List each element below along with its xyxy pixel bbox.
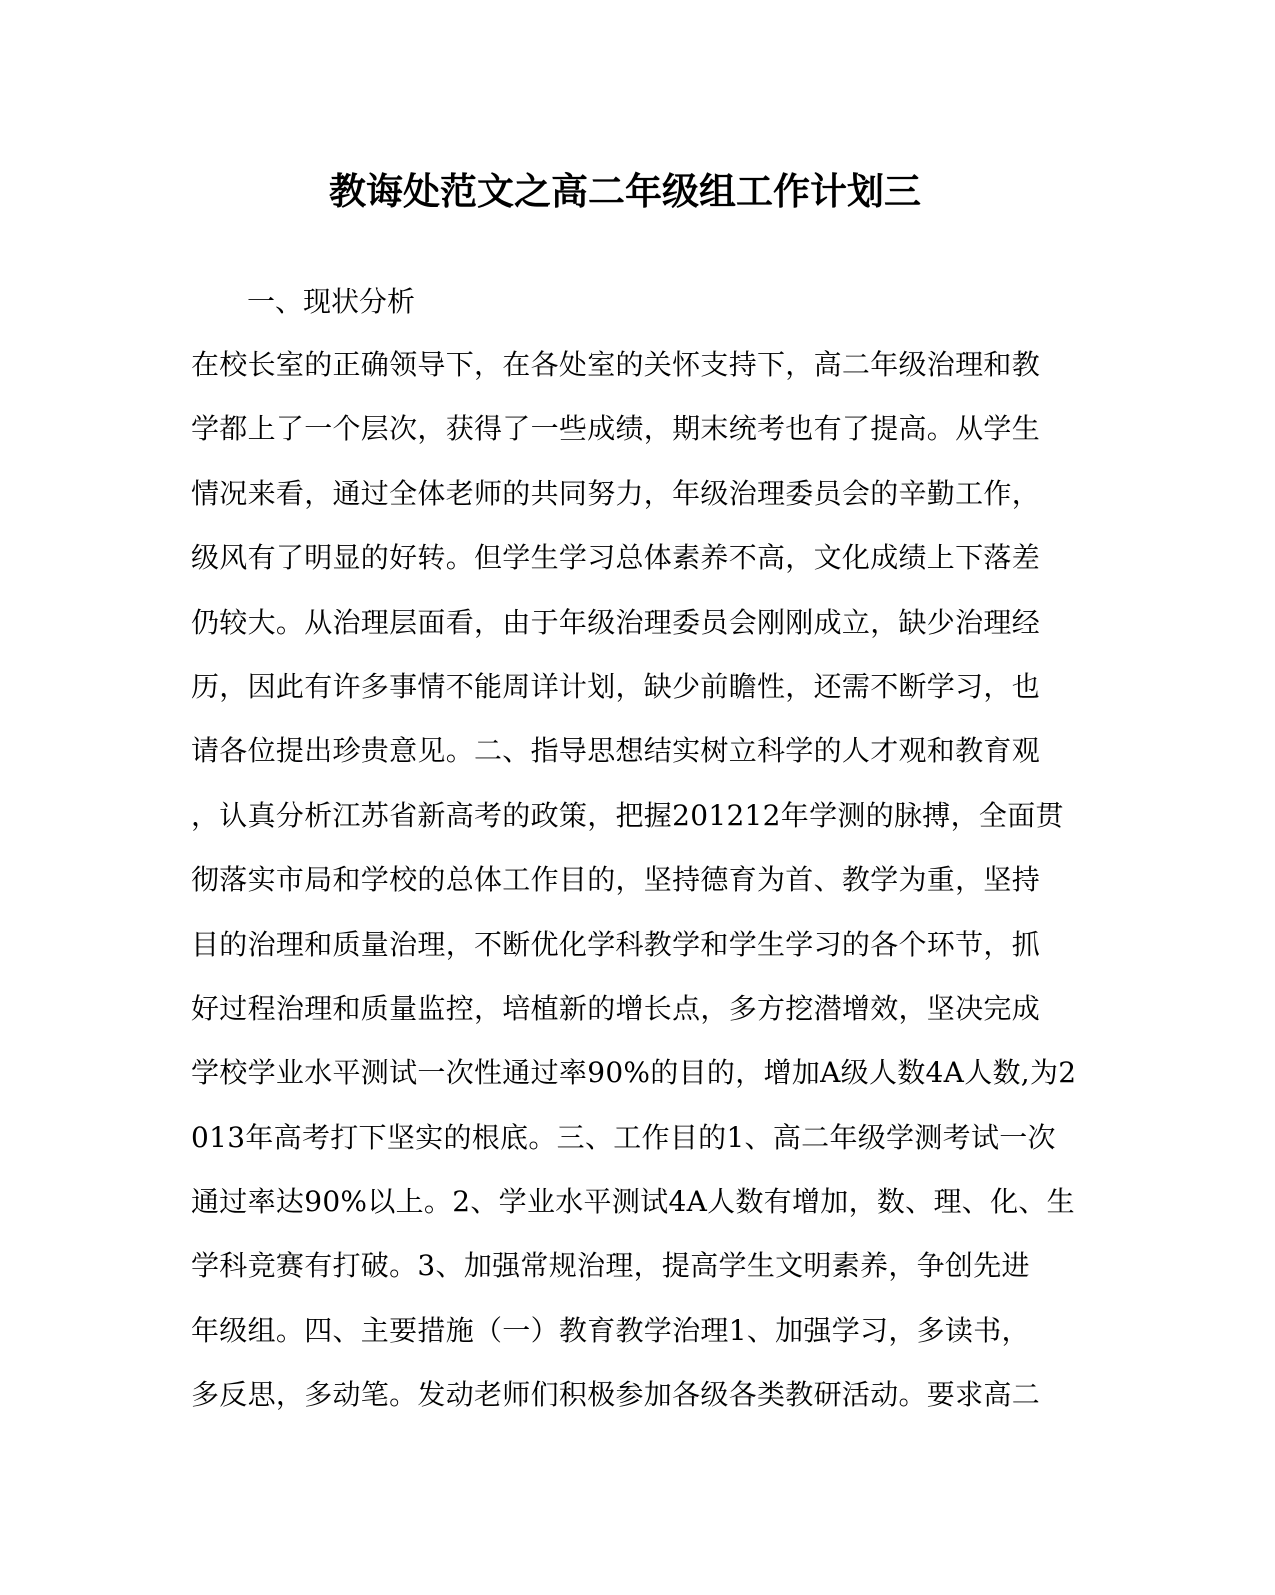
body-line: 级风有了明显的好转。但学生学习总体素养不高，文化成绩上下落差 <box>191 541 1041 575</box>
body-line: 013年高考打下坚实的根底。三、工作目的1、高二年级学测考试一次 <box>191 1120 1056 1154</box>
body-line: 目的治理和质量治理，不断优化学科教学和学生学习的各个环节，抓 <box>191 927 1041 961</box>
body-line: ，认真分析江苏省新高考的政策，把握201212年学测的脉搏，全面贯 <box>191 798 1064 832</box>
body-line: 情况来看，通过全体老师的共同努力，年级治理委员会的辛勤工作， <box>191 476 1041 510</box>
body-line: 通过率达90%以上。2、学业水平测试4A人数有增加，数、理、化、生 <box>191 1185 1075 1219</box>
body-line: 学科竞赛有打破。3、加强常规治理，提高学生文明素养，争创先进 <box>191 1249 1030 1283</box>
body-line: 学校学业水平测试一次性通过率90%的目的，增加A级人数4A人数,为2 <box>191 1056 1077 1090</box>
body-line: 好过程治理和质量监控，培植新的增长点，多方挖潜增效，坚决完成 <box>191 991 1041 1025</box>
body-line: 彻落实市局和学校的总体工作目的，坚持德育为首、教学为重，坚持 <box>191 863 1041 897</box>
body-line: 历，因此有许多事情不能周详计划，缺少前瞻性，还需不断学习，也 <box>191 669 1041 703</box>
body-line: 请各位提出珍贵意见。二、指导思想结实树立科学的人才观和教育观 <box>191 734 1041 768</box>
body-line: 年级组。四、主要措施（一）教育教学治理1、加强学习，多读书， <box>191 1313 1030 1347</box>
document-title: 教诲处范文之高二年级组工作计划三 <box>329 169 921 213</box>
section-heading: 一、现状分析 <box>247 285 416 318</box>
body-line: 在校长室的正确领导下，在各处室的关怀支持下，高二年级治理和教 <box>191 348 1041 381</box>
body-text <box>191 341 1077 1436</box>
body-line: 学都上了一个层次，获得了一些成绩，期末统考也有了提高。从学生 <box>191 412 1041 446</box>
body-line: 多反思，多动笔。发动老师们积极参加各级各类教研活动。要求高二 <box>191 1378 1041 1412</box>
body-line: 仍较大。从治理层面看，由于年级治理委员会刚刚成立，缺少治理经 <box>191 605 1041 639</box>
